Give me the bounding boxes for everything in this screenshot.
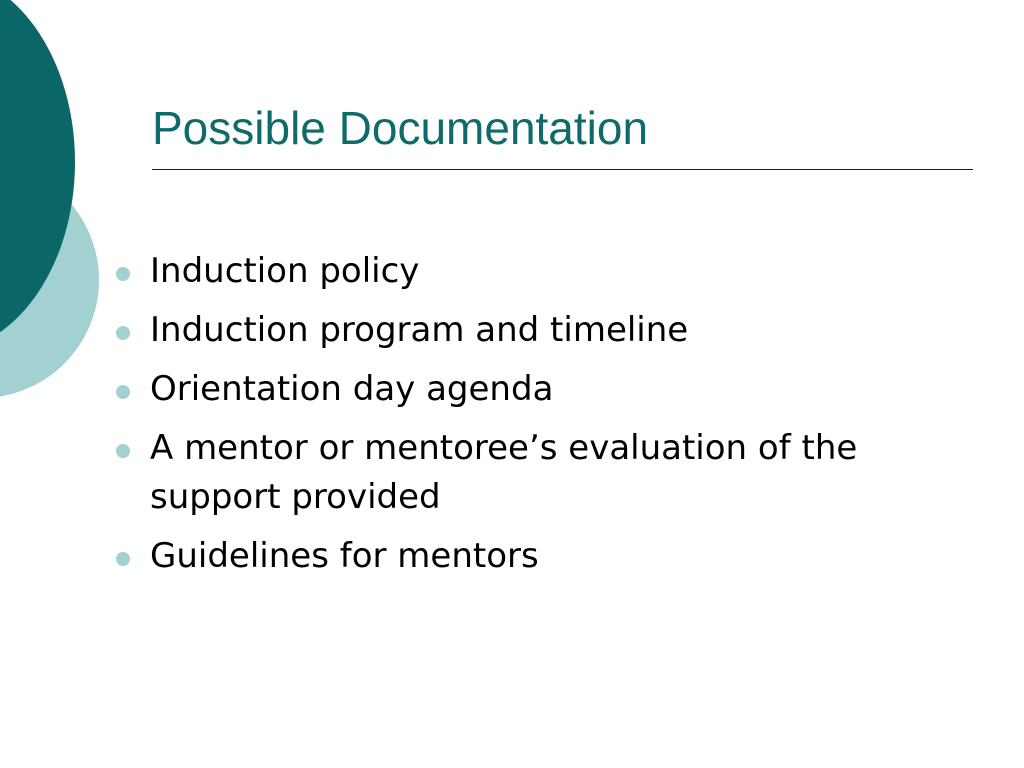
title-divider: [152, 169, 973, 170]
bullet-item: [112, 365, 912, 414]
slide-title: Possible Documentation: [152, 102, 649, 154]
bullet-text: Induction policy: [150, 251, 420, 291]
bullet-dot-icon: [116, 444, 130, 458]
bullet-text: Induction program and timeline: [150, 310, 689, 350]
bullet-item: [112, 306, 912, 355]
bullet-item: [112, 532, 912, 581]
bullet-item: [112, 247, 912, 296]
bullet-item: [112, 424, 912, 522]
bullet-text: Orientation day agenda: [150, 369, 554, 409]
bullet-dot-icon: [116, 385, 130, 399]
bullet-dot-icon: [116, 267, 130, 281]
bullet-dot-icon: [116, 552, 130, 566]
bullet-text: A mentor or mentoree’s evaluation of the support provided: [150, 428, 858, 517]
bullet-text: Guidelines for mentors: [150, 536, 539, 576]
bullet-list: [112, 247, 912, 591]
bullet-dot-icon: [116, 326, 130, 340]
